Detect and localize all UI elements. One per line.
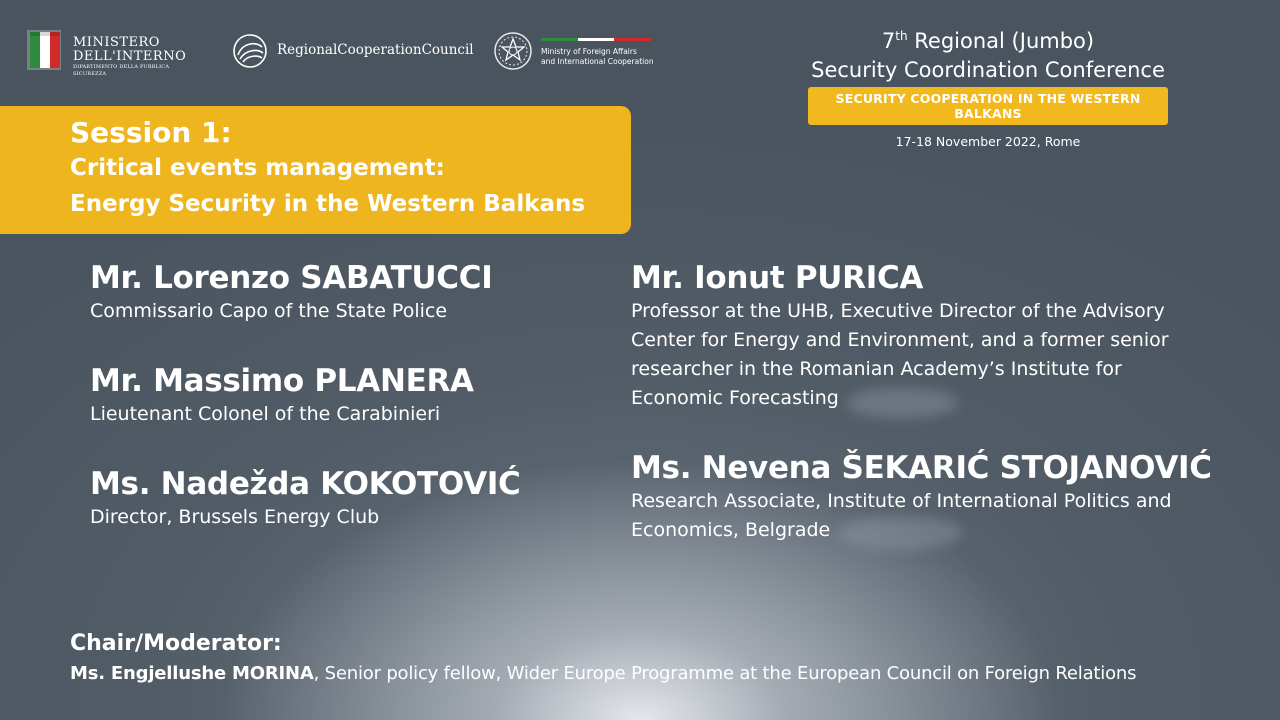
mfa-flag-stripe	[541, 38, 651, 41]
chair-label: Chair/Moderator:	[70, 631, 282, 656]
chair-description: , Senior policy fellow, Wider Europe Programme at the European Council on Foreign Relations	[313, 663, 1137, 684]
mfa-logo	[492, 30, 662, 74]
session-box	[0, 106, 631, 234]
conference-banner: SECURITY COOPERATION IN THE WESTERN BALKANS	[808, 87, 1168, 125]
speaker-role: Lieutenant Colonel of the Carabinieri	[90, 403, 441, 425]
speaker-name: Ms. Nadežda KOKOTOVIĆ	[90, 466, 521, 502]
chair-line	[70, 659, 1136, 689]
speaker-role-line: Research Associate, Institute of International Politics and	[631, 490, 1172, 512]
rcc-swirl-icon	[232, 33, 268, 69]
speaker-name: Mr. Massimo PLANERA	[90, 363, 474, 399]
rcc-logo	[232, 33, 474, 69]
conference-header	[808, 22, 1168, 149]
speaker-role-line: Center for Energy and Environment, and a former senior	[631, 329, 1169, 351]
ministero-text	[73, 36, 186, 78]
session-title: Session 1:	[70, 116, 232, 149]
conference-edition-number: 7	[881, 29, 896, 53]
italian-flag-shield-icon	[25, 28, 65, 72]
speaker-card	[90, 259, 492, 326]
speaker-name: Ms. Nevena ŠEKARIĆ STOJANOVIĆ	[631, 450, 1212, 486]
mfa-line2: and International Cooperation	[541, 57, 654, 66]
session-subtitle-line1: Critical events management:	[70, 155, 445, 181]
speaker-role-line: Economic Forecasting	[631, 387, 839, 409]
speaker-name: Mr. Ionut PURICA	[631, 260, 924, 296]
session-subtitle-line2: Energy Security in the Western Balkans	[70, 191, 586, 217]
rcc-text: RegionalCooperationCouncil	[277, 42, 474, 58]
ministero-interno-logo	[25, 28, 187, 77]
conference-title-rest: Regional (Jumbo)	[907, 29, 1095, 53]
ministero-line3: DIPARTIMENTO DELLA PUBBLICA SICUREZZA	[73, 64, 170, 77]
speaker-card	[90, 362, 474, 429]
speaker-role-line: Economics, Belgrade	[631, 519, 831, 541]
speaker-role: Director, Brussels Energy Club	[90, 506, 380, 528]
speaker-name: Mr. Lorenzo SABATUCCI	[90, 260, 493, 296]
italian-emblem-icon	[492, 30, 534, 72]
speaker-role-line: researcher in the Romanian Academy’s Institute for	[631, 358, 1122, 380]
ministero-line2: DELL'INTERNO	[73, 49, 187, 64]
conference-title-line1	[808, 22, 1168, 55]
conference-edition-suffix: th	[895, 29, 908, 43]
conference-date: 17-18 November 2022, Rome	[895, 134, 1081, 149]
chair-name: Ms. Engjellushe MORINA	[70, 663, 314, 684]
mfa-line1: Ministry of Foreign Affairs	[541, 47, 637, 56]
speaker-role: Commissario Capo of the State Police	[90, 300, 448, 322]
speaker-role-line: Professor at the UHB, Executive Director of the Advisory	[631, 300, 1165, 322]
ministero-line1: MINISTERO	[73, 35, 160, 50]
blurred-smudge	[838, 516, 962, 550]
mfa-text	[541, 47, 654, 67]
speaker-card	[90, 465, 521, 532]
blurred-smudge	[846, 388, 958, 418]
conference-title-line2: Security Coordination Conference	[811, 58, 1165, 82]
chair-moderator	[70, 629, 1136, 689]
